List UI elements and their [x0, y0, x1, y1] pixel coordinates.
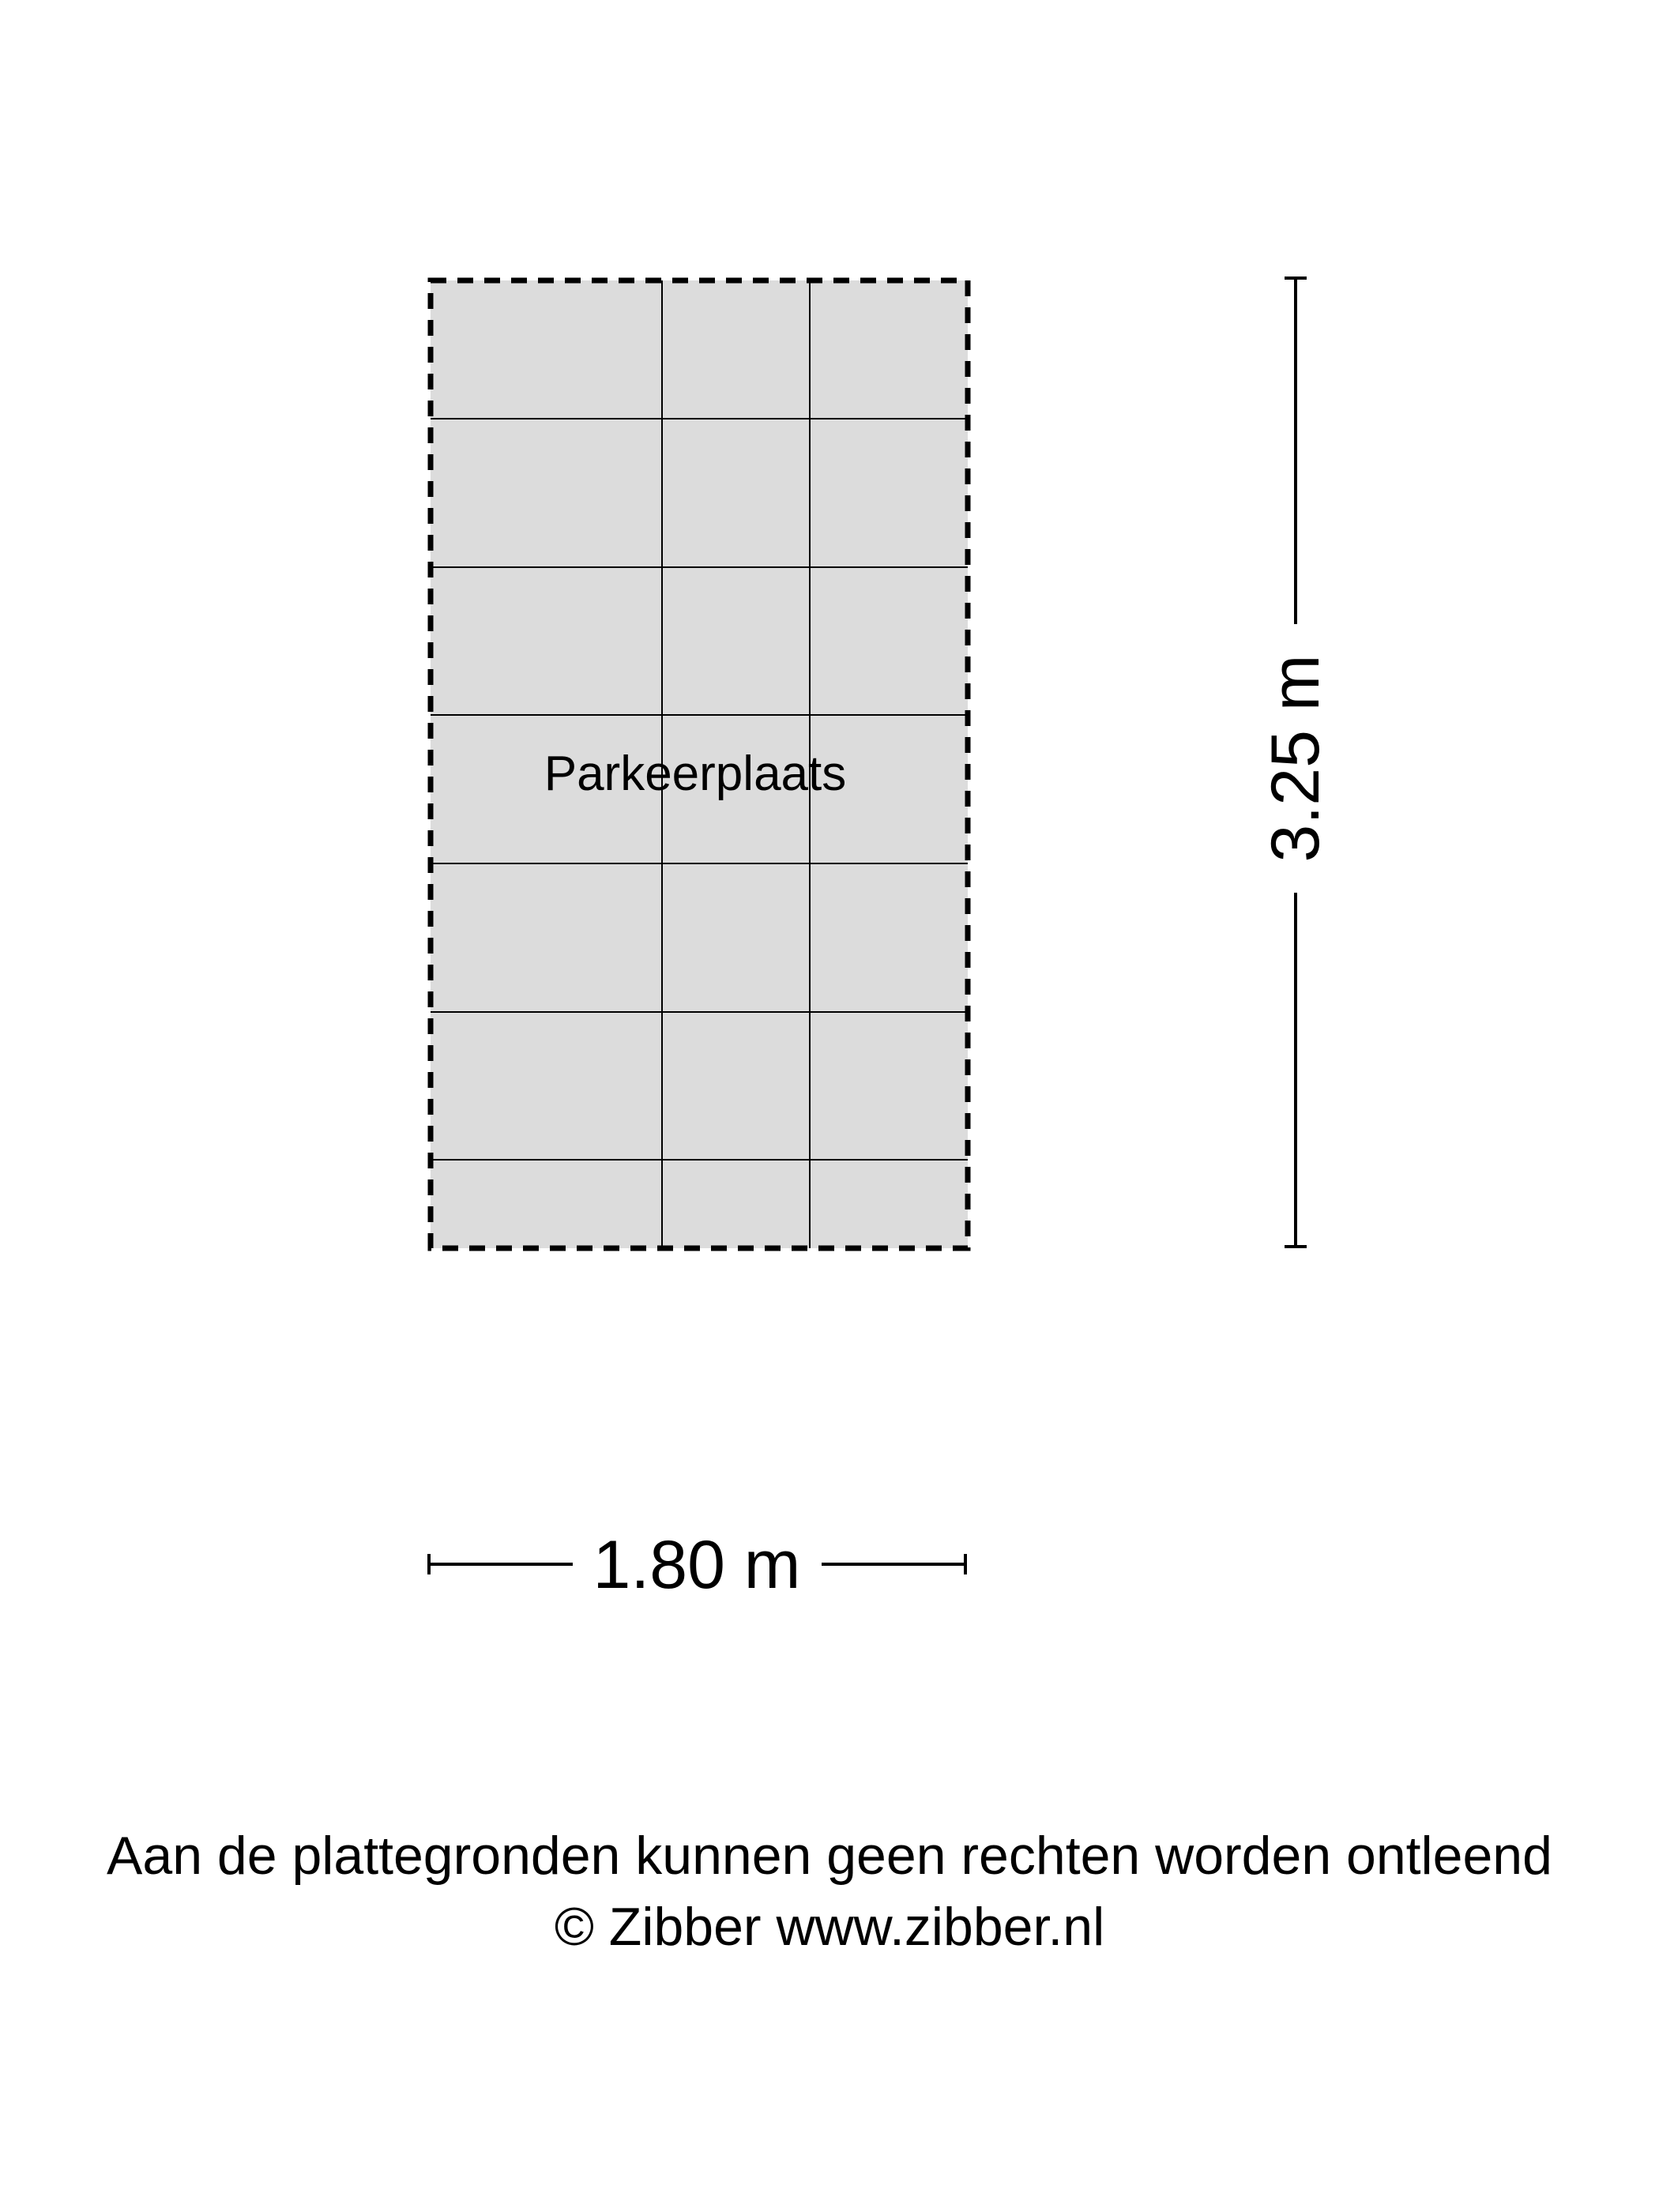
height-dimension-label: 3.25 m	[1258, 654, 1334, 863]
copyright-text: © Zibber www.zibber.nl	[554, 1897, 1105, 1957]
disclaimer-text: Aan de plattegronden kunnen geen rechten worden ontleend	[107, 1826, 1552, 1886]
room-label: Parkeerplaats	[544, 747, 847, 801]
width-dimension-label: 1.80 m	[592, 1527, 801, 1603]
